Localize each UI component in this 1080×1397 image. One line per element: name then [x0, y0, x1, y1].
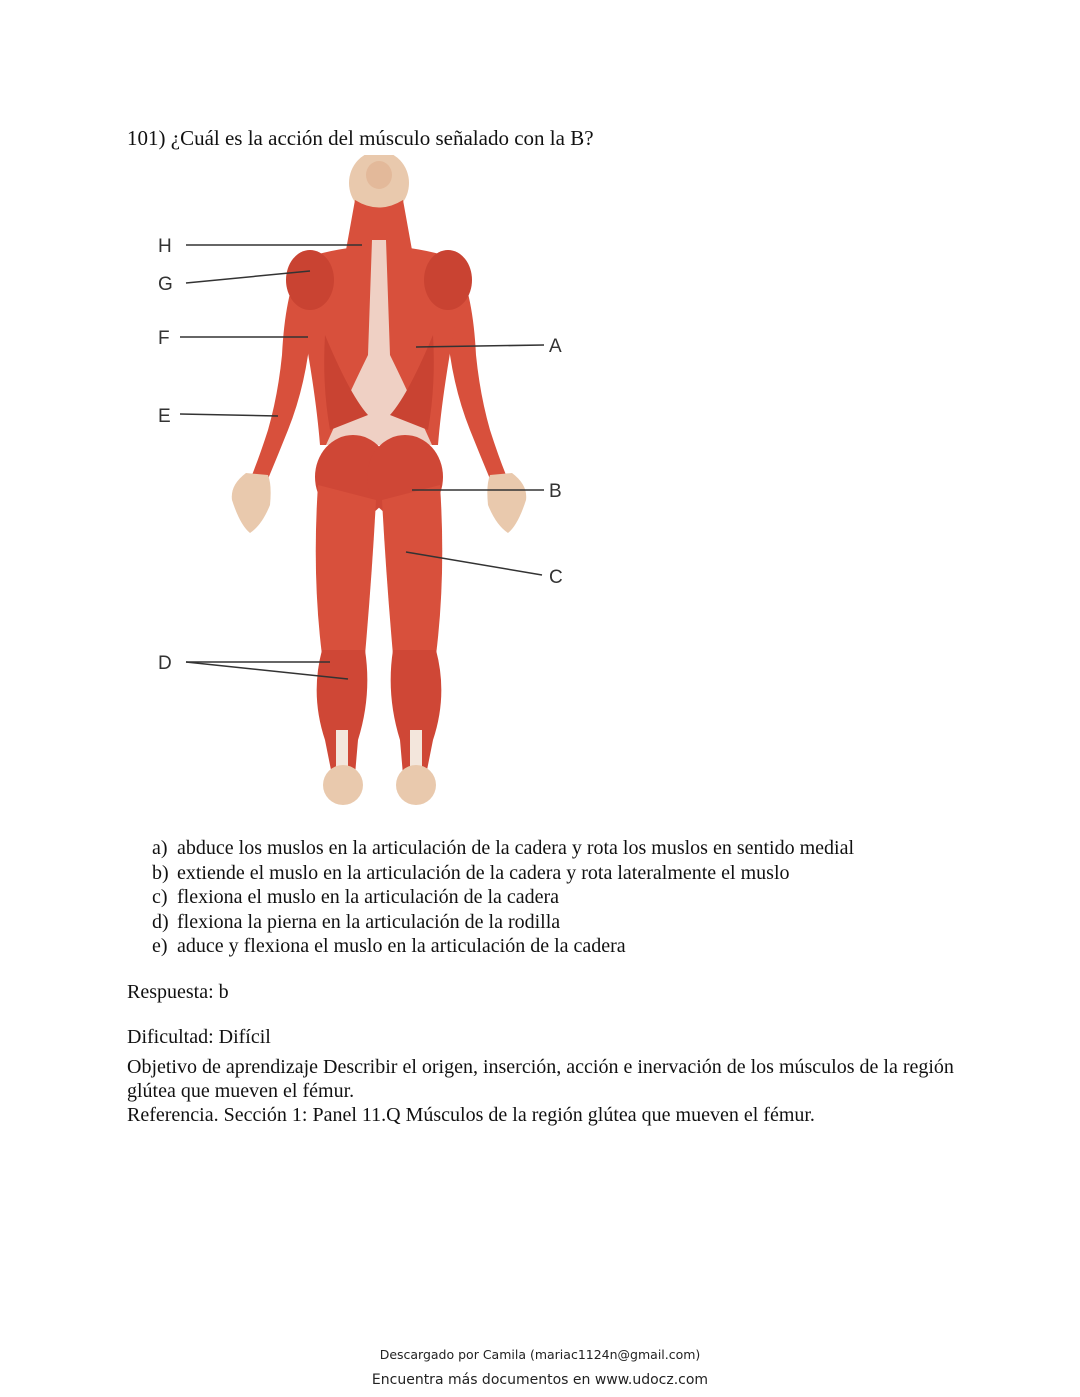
answer-text: Respuesta: b: [127, 981, 229, 1003]
head-crown: [366, 161, 392, 189]
left-foot: [323, 765, 363, 805]
label-g: G: [158, 274, 173, 295]
left-hand: [232, 473, 271, 533]
footer-downloaded-by: Descargado por Camila (mariac1124n@gmail.com): [379, 1347, 701, 1362]
learning-objective: Objetivo de aprendizaje Describir el origen, inserción, acción e inervación de los músculos de la región glútea que mueven el fémur.: [127, 1056, 954, 1102]
label-e: E: [158, 406, 171, 427]
option-e: e) aduce y flexiona el muslo en la articulación de la cadera: [152, 935, 626, 957]
right-foot: [396, 765, 436, 805]
right-thigh: [382, 485, 442, 655]
right-hand: [487, 473, 526, 533]
label-b: B: [549, 481, 562, 502]
option-c: c) flexiona el muslo en la articulación de la cadera: [152, 886, 560, 908]
label-d: D: [158, 653, 172, 674]
option-b: b) extiende el muslo en la articulación de la cadera y rota lateralmente el muslo: [152, 861, 790, 884]
leader-line-e: [180, 414, 278, 416]
option-d: d) flexiona la pierna en la articulación de la rodilla: [152, 910, 561, 933]
answer-options: [152, 836, 854, 959]
label-h: H: [158, 236, 172, 257]
label-a: A: [549, 336, 562, 357]
muscle-diagram: [150, 155, 580, 815]
question-text: ¿Cuál es la acción del músculo señalado con la B?: [170, 126, 594, 150]
question-number: 101): [127, 126, 166, 150]
reference: Referencia. Sección 1: Panel 11.Q Músculos de la región glútea que mueven el fémur.: [127, 1104, 815, 1126]
footer-more-docs: Encuentra más documentos en www.udocz.com: [371, 1372, 709, 1388]
left-thigh: [316, 485, 376, 655]
left-deltoid: [286, 250, 334, 310]
metadata-block: [127, 1055, 967, 1127]
option-a: a) abduce los muslos en la articulación de la cadera y rota los muslos en sentido medial: [152, 837, 855, 859]
label-c: C: [549, 567, 563, 588]
difficulty-text: Dificultad: Difícil: [127, 1026, 271, 1048]
right-deltoid: [424, 250, 472, 310]
muscle-diagram-svg: [150, 155, 580, 815]
label-f: F: [158, 328, 170, 349]
question-heading: [127, 124, 594, 152]
